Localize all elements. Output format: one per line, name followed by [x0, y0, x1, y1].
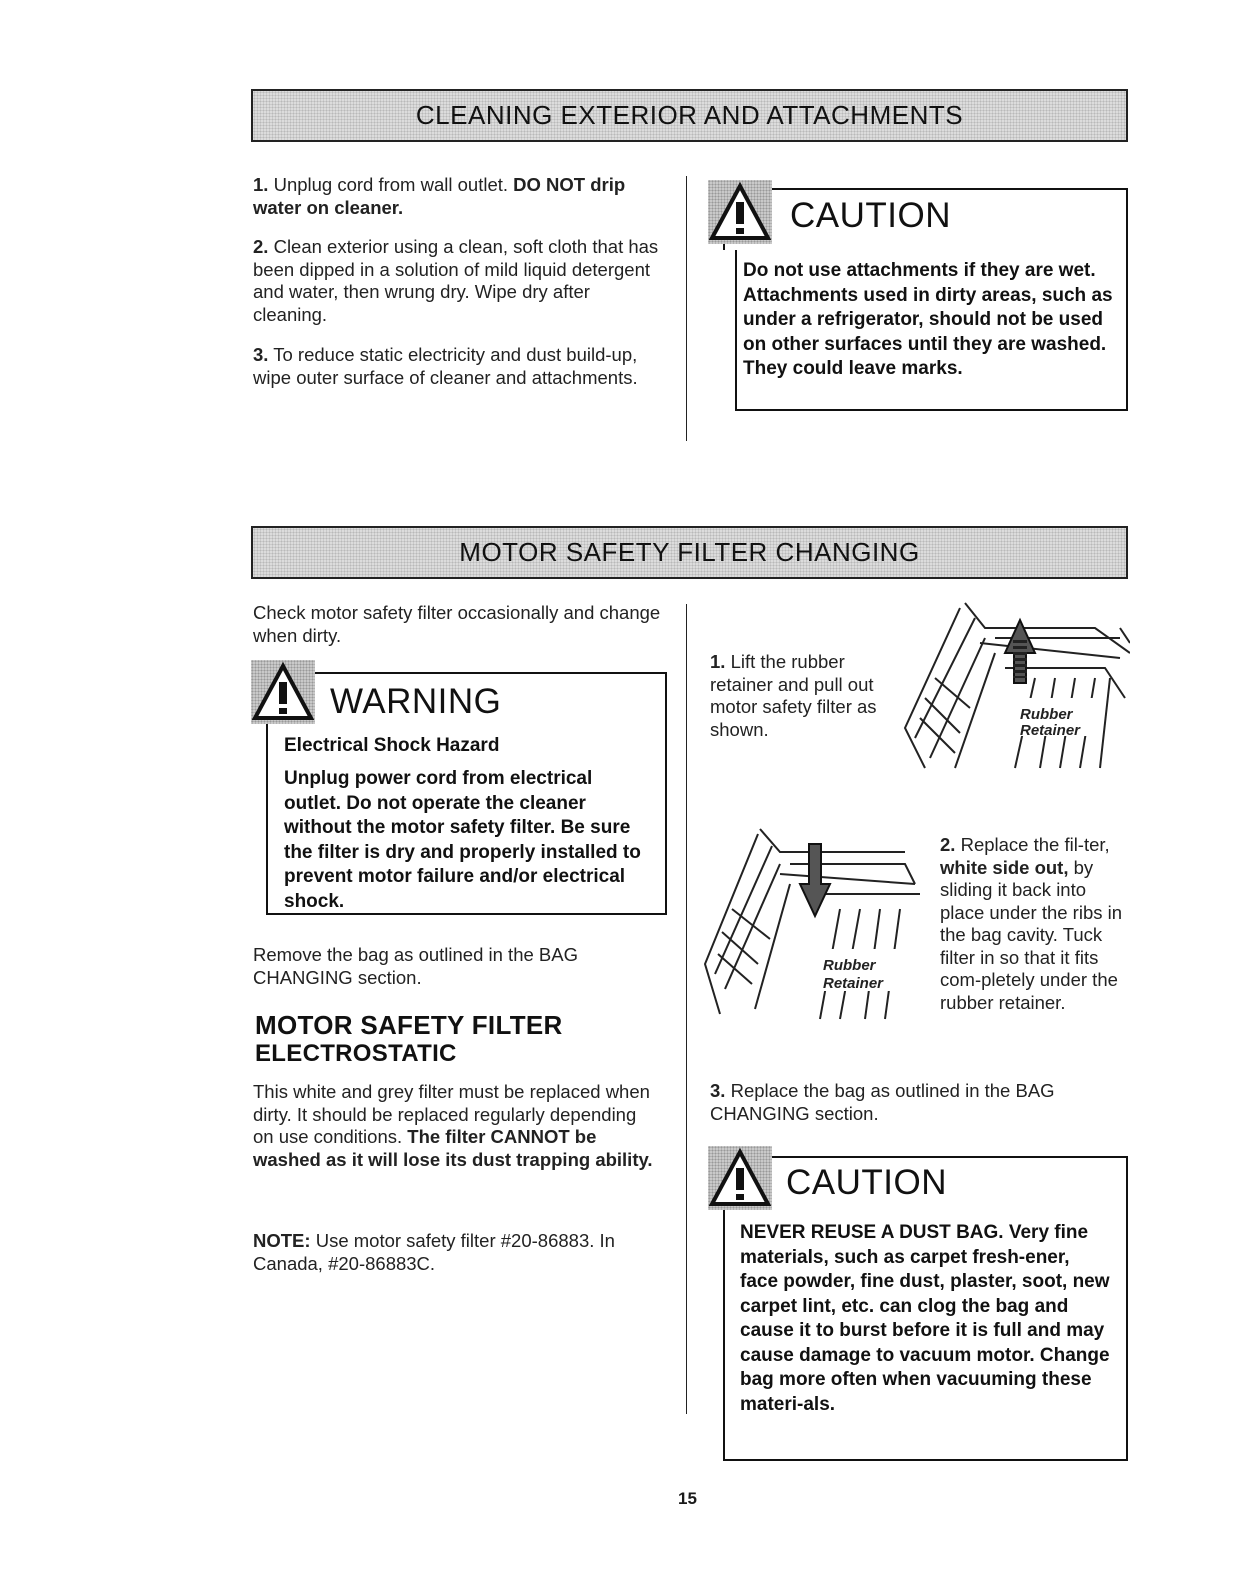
filter-intro: Check motor safety filter occasionally and change when dirty.	[253, 602, 661, 646]
caution-title: CAUTION	[786, 1163, 947, 1202]
step-2-filter: 2. Replace the fil-ter, white side out, by sliding it back into place under the ribs in the bag cavity. Tuck filter in so that it fits com-pletely under the rubber retainer.	[940, 834, 1123, 1013]
warning-subtitle: Electrical Shock Hazard	[284, 735, 500, 756]
figure-label-retainer: Retainer	[1020, 722, 1081, 739]
figure-label-rubber: Rubber	[823, 957, 876, 974]
section-title: MOTOR SAFETY FILTER CHANGING	[459, 537, 920, 567]
section-title: CLEANING EXTERIOR AND ATTACHMENTS	[415, 100, 964, 130]
filter-note: NOTE: Use motor safety filter #20-86883. In Canada, #20-86883C.	[253, 1230, 615, 1274]
subheading-filter: MOTOR SAFETY FILTER	[255, 1010, 563, 1040]
warning-triangle-icon	[251, 660, 315, 724]
figure-label-retainer: Retainer	[823, 975, 884, 992]
down-arrow-icon	[800, 844, 830, 916]
section-header-cleaning	[251, 89, 1128, 142]
filter-description: This white and grey filter must be replaced when dirty. It should be replaced regularly depending on use conditions. The filter CANNOT be washed as it will lose its dust trapping ability.	[253, 1081, 653, 1170]
step-1-cleaning: 1. Unplug cord from wall outlet. DO NOT drip water on cleaner.	[253, 174, 626, 218]
figure-label-rubber: Rubber	[1020, 706, 1073, 723]
column-divider	[686, 604, 687, 1414]
warning-triangle-icon	[708, 180, 772, 244]
caution-body: NEVER REUSE A DUST BAG. Very fine materials, such as carpet fresh-ener, face powder, fine dust, plaster, soot, new carpet lint, etc. can clog the bag and cause it to burst before it is full and may cause damage to vacuum motor. Change bag more often when vacuuming these materi-als.	[740, 1222, 1110, 1415]
step-1-filter: 1. Lift the rubber retainer and pull out motor safety filter as shown.	[710, 651, 877, 740]
step-2-cleaning: 2. Clean exterior using a clean, soft cloth that has been dipped in a solution of mild liquid detergent and water, then wrung dry. Wipe dry after cleaning.	[253, 236, 659, 325]
figure-replace-filter	[700, 824, 935, 1022]
step-3-filter: 3. Replace the bag as outlined in the BAG CHANGING section.	[710, 1080, 1055, 1124]
warning-title: WARNING	[330, 682, 502, 721]
warning-triangle-icon	[708, 1146, 772, 1210]
page-number: 15	[678, 1489, 697, 1508]
caution-body: Do not use attachments if they are wet. Attachments used in dirty areas, such as under a refrigerator, should not be used on other surfaces until they are washed. They could leave marks.	[743, 260, 1113, 379]
warning-body: Unplug power cord from electrical outlet. Do not operate the cleaner without the motor safety filter. Be sure the filter is dry and properly installed to prevent motor failure and/or electrical shock.	[284, 768, 641, 912]
section-header-filter	[251, 526, 1128, 579]
column-divider	[686, 176, 687, 441]
subheading-electrostatic: ELECTROSTATIC	[255, 1040, 457, 1067]
figure-lift-retainer	[895, 598, 1130, 776]
remove-bag-text: Remove the bag as outlined in the BAG CHANGING section.	[253, 944, 578, 988]
step-3-cleaning: 3. To reduce static electricity and dust build-up, wipe outer surface of cleaner and attachments.	[253, 344, 638, 388]
caution-title: CAUTION	[790, 196, 951, 235]
